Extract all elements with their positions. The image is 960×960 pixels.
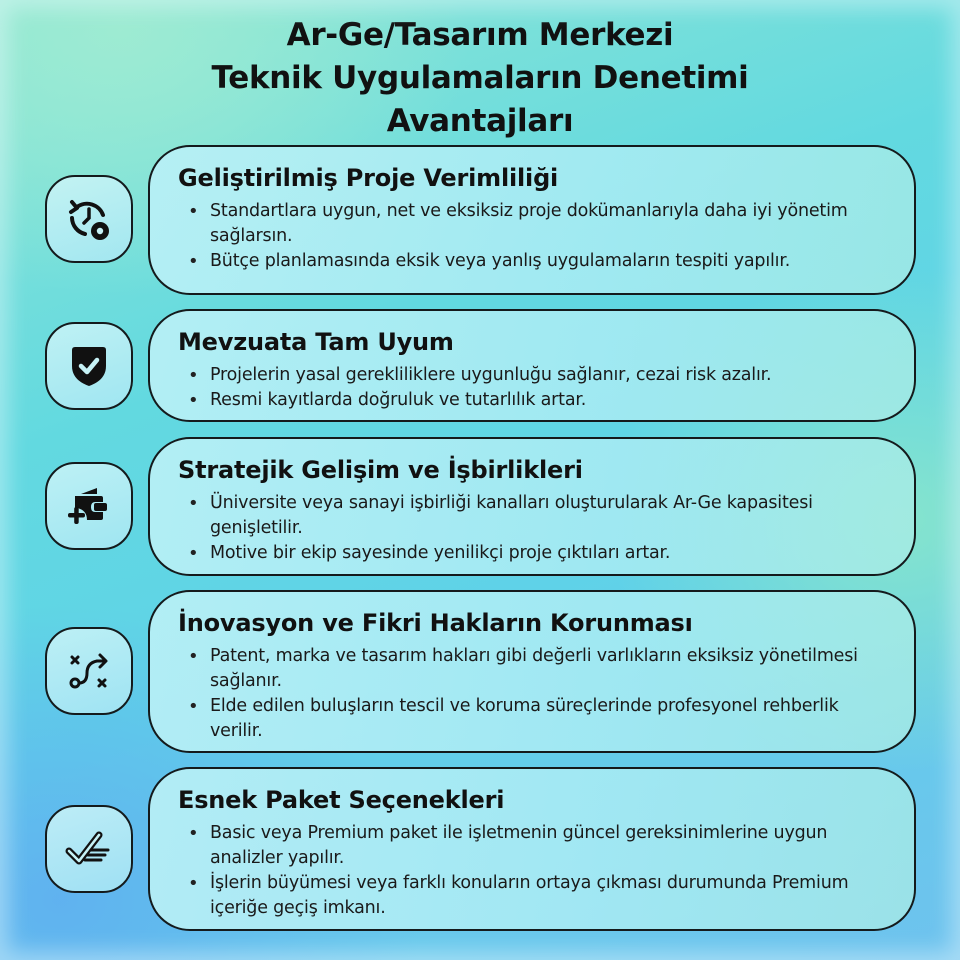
title-line-2: Teknik Uygulamaların Denetimi xyxy=(211,60,749,96)
clock-history-settings-icon xyxy=(63,193,115,245)
bullet-list xyxy=(178,644,884,744)
bullet-list xyxy=(178,491,884,566)
shield-check-icon xyxy=(63,340,115,392)
icon-box-efficiency xyxy=(45,175,133,263)
icon-box-innovation xyxy=(45,627,133,715)
bullet-item: • Resmi kayıtlarda doğruluk ve tutarlılık artar. xyxy=(188,388,884,413)
card-heading: Geliştirilmiş Proje Verimliliği xyxy=(178,164,559,192)
bullet-list xyxy=(178,821,884,921)
bullet-item: • Basic veya Premium paket ile işletmenin güncel gereksinimlerine uygun analizler yapılır. xyxy=(188,821,884,871)
icon-box-strategy xyxy=(45,462,133,550)
strategy-route-icon xyxy=(63,645,115,697)
icon-box-compliance xyxy=(45,322,133,410)
title-line-1: Ar-Ge/Tasarım Merkezi xyxy=(286,17,674,53)
card-efficiency xyxy=(148,145,916,295)
card-heading: Esnek Paket Seçenekleri xyxy=(178,786,505,814)
bullet-item: • Bütçe planlamasında eksik veya yanlış uygulamaların tespiti yapılır. xyxy=(188,249,884,274)
title-line-3: Avantajları xyxy=(386,103,574,139)
card-innovation xyxy=(148,590,916,753)
icon-box-packages xyxy=(45,805,133,893)
bullet-item: • Elde edilen buluşların tescil ve koruma süreçlerinde profesyonel rehberlik verilir. xyxy=(188,694,884,744)
card-strategy xyxy=(148,437,916,576)
card-packages xyxy=(148,767,916,931)
bullet-item: • İşlerin büyümesi veya farklı konuların ortaya çıkması durumunda Premium içeriğe geçiş imkanı. xyxy=(188,871,884,921)
checklist-icon xyxy=(63,823,115,875)
bullet-item: • Projelerin yasal gerekliliklere uygunluğu sağlanır, cezai risk azalır. xyxy=(188,363,884,388)
bullet-item: • Motive bir ekip sayesinde yenilikçi proje çıktıları artar. xyxy=(188,541,884,566)
card-heading: Mevzuata Tam Uyum xyxy=(178,328,454,356)
bullet-item: • Patent, marka ve tasarım hakları gibi değerli varlıkların eksiksiz yönetilmesi sağlanır. xyxy=(188,644,884,694)
bullet-item: • Üniversite veya sanayi işbirliği kanalları oluşturularak Ar-Ge kapasitesi genişletilir. xyxy=(188,491,884,541)
card-compliance xyxy=(148,309,916,422)
page-title xyxy=(0,14,960,143)
card-heading: İnovasyon ve Fikri Hakların Korunması xyxy=(178,609,693,637)
bullet-item: • Standartlara uygun, net ve eksiksiz proje dokümanlarıyla daha iyi yönetim sağlarsın. xyxy=(188,199,884,249)
wallet-add-icon xyxy=(63,480,115,532)
bullet-list xyxy=(178,199,884,274)
bullet-list xyxy=(178,363,884,413)
card-heading: Stratejik Gelişim ve İşbirlikleri xyxy=(178,456,583,484)
